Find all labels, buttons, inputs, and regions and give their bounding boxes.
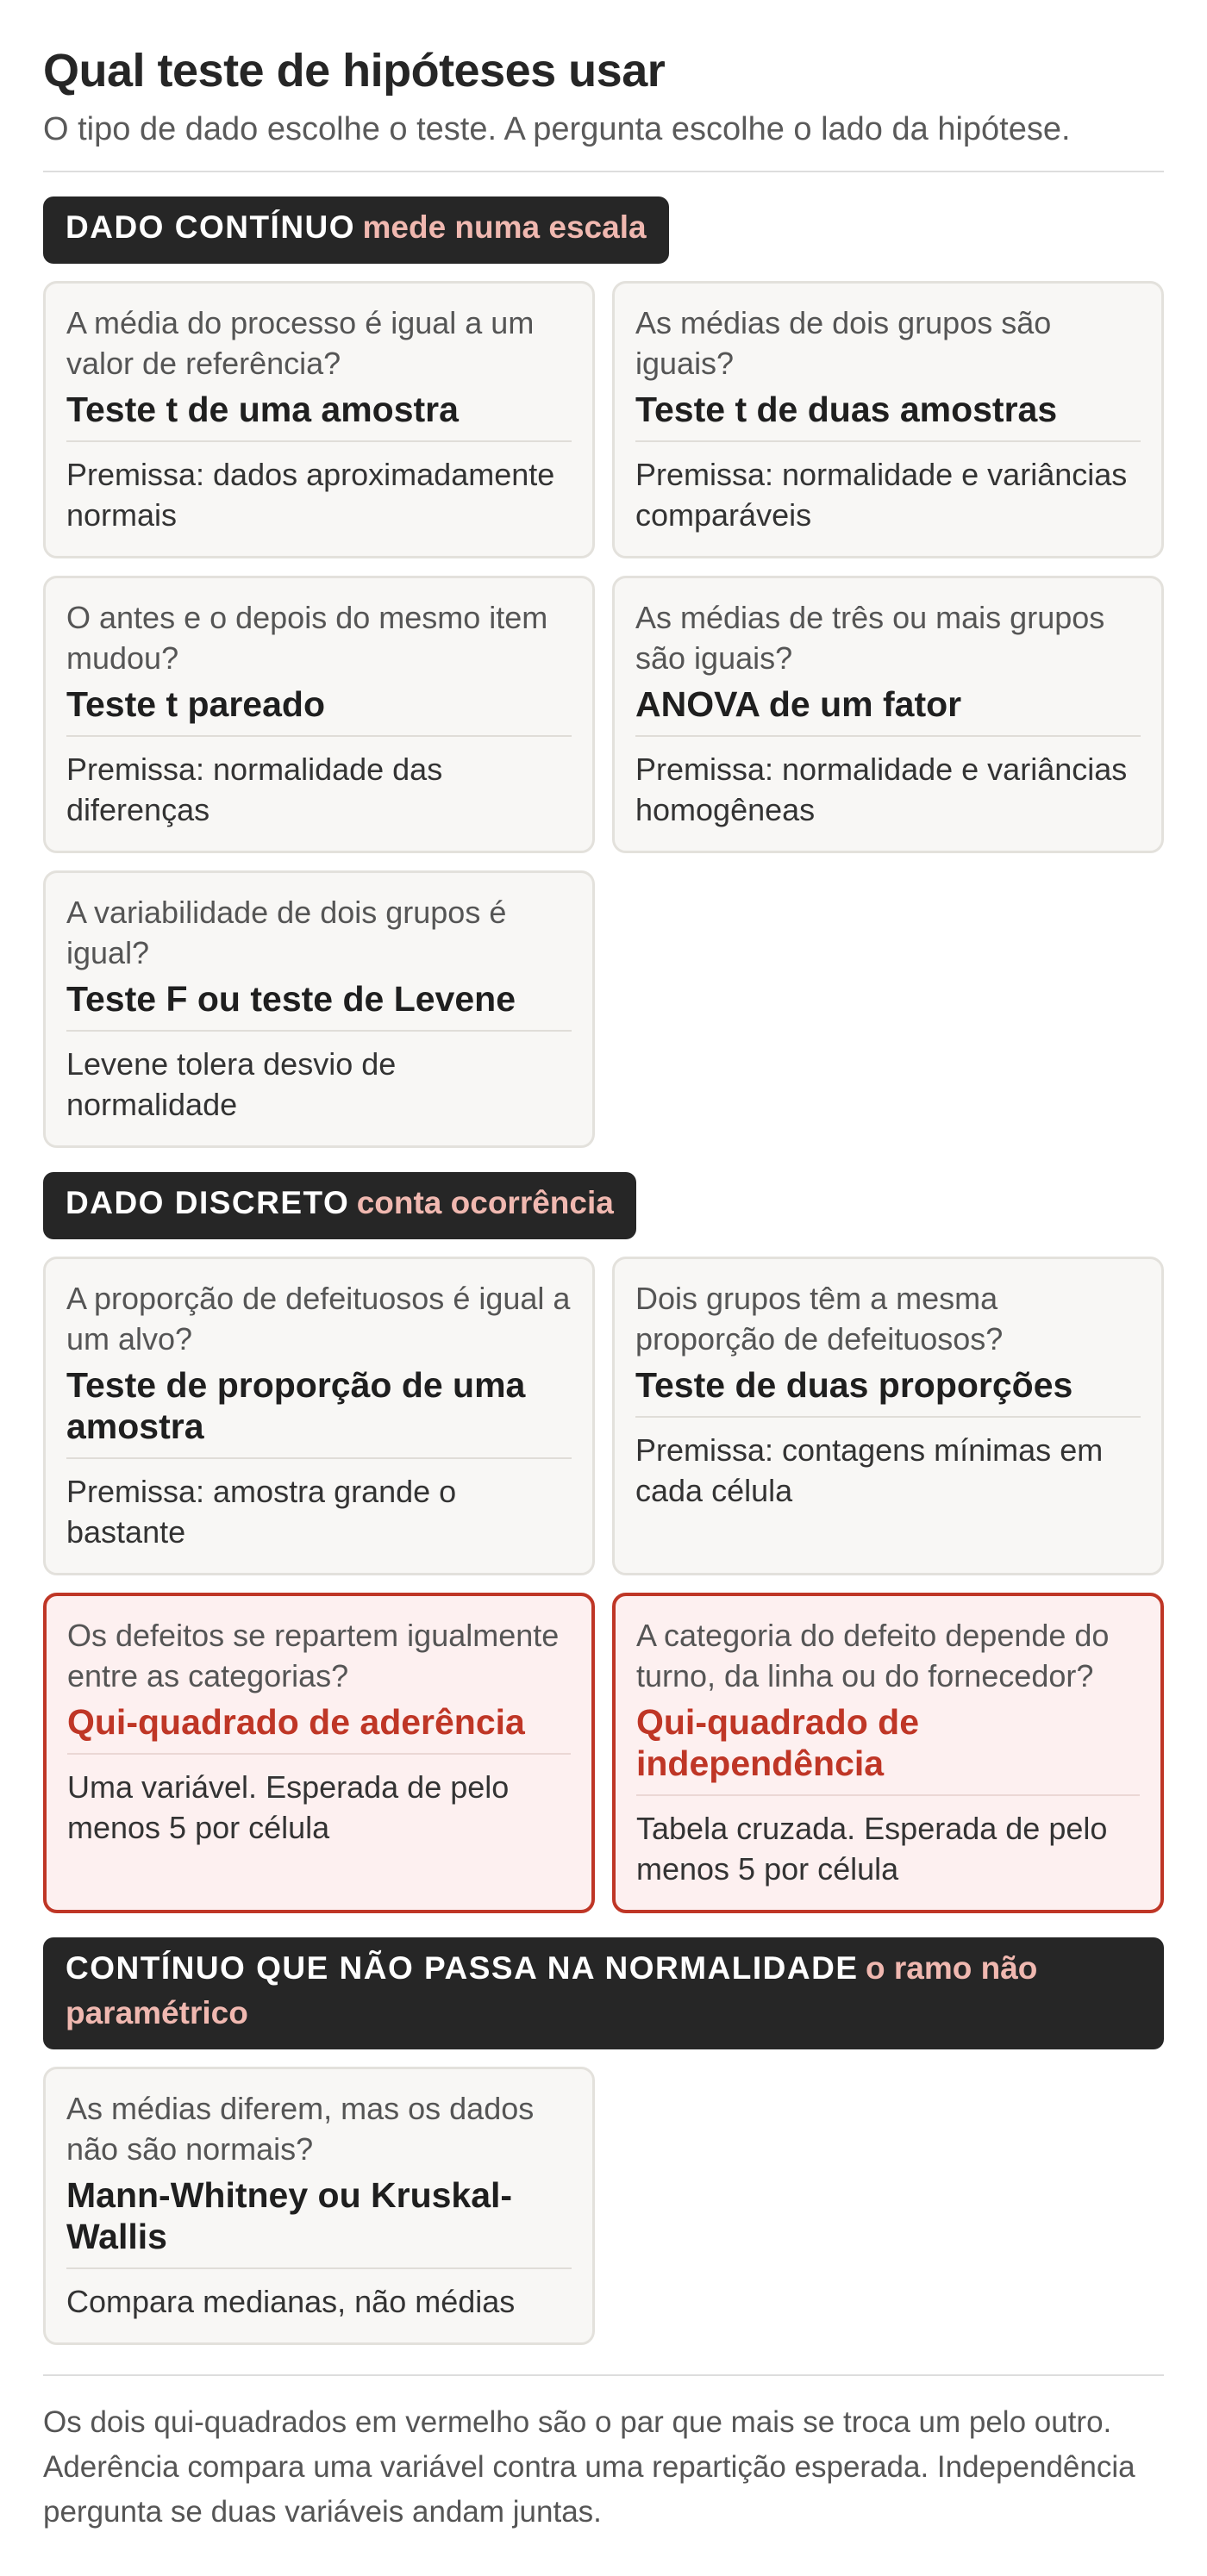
card-premise: Premissa: normalidade e variâncias comparáveis — [635, 457, 1128, 533]
divider — [43, 2374, 1164, 2376]
section-note: conta ocorrência — [356, 1185, 614, 1220]
card-question: A média do processo é igual a um valor de referência? — [66, 305, 535, 381]
card-question: As médias diferem, mas os dados não são normais? — [66, 2091, 535, 2167]
card-test-name: Teste F ou teste de Levene — [66, 978, 572, 1032]
card-premise: Premissa: contagens mínimas em cada célula — [635, 1432, 1104, 1508]
page-subtitle: O tipo de dado escolhe o teste. A pergunta escolhe o lado da hipótese. — [43, 111, 1071, 147]
card-premise: Premissa: amostra grande o bastante — [66, 1474, 457, 1550]
card-test-name: Qui-quadrado de aderência — [67, 1701, 571, 1755]
card-question: A categoria do defeito depende do turno, da linha ou do fornecedor? — [636, 1618, 1110, 1693]
test-card — [43, 576, 595, 853]
card-test-name: ANOVA de um fator — [635, 683, 1141, 737]
card-premise: Premissa: normalidade e variâncias homogêneas — [635, 752, 1128, 827]
card-test-name: Mann-Whitney ou Kruskal-Wallis — [66, 2174, 572, 2269]
card-premise: Compara medianas, não médias — [66, 2284, 516, 2319]
card-question: Dois grupos têm a mesma proporção de defeituosos? — [635, 1281, 1004, 1357]
card-question: As médias de dois grupos são iguais? — [635, 305, 1052, 381]
section-note: o ramo não paramétrico — [66, 1950, 1038, 2030]
card-grid-discrete — [43, 1257, 1164, 1913]
card-test-name: Teste t de duas amostras — [635, 389, 1141, 442]
card-test-name: Qui-quadrado de independência — [636, 1701, 1140, 1796]
test-card — [43, 870, 595, 1148]
card-premise: Premissa: normalidade das diferenças — [66, 752, 443, 827]
test-card-highlighted — [43, 1593, 595, 1913]
section-header-continuous — [43, 196, 669, 264]
section-header-discrete — [43, 1172, 636, 1239]
section-note: mede numa escala — [362, 209, 647, 245]
card-grid-nonparametric — [43, 2067, 1164, 2345]
card-test-name: Teste de duas proporções — [635, 1364, 1141, 1418]
card-premise: Premissa: dados aproximadamente normais — [66, 457, 555, 533]
card-question: A proporção de defeituosos é igual a um alvo? — [66, 1281, 571, 1357]
section-label: DADO DISCRETO — [66, 1185, 350, 1220]
divider — [43, 171, 1164, 172]
test-card — [612, 576, 1164, 853]
card-question: Os defeitos se repartem igualmente entre as categorias? — [67, 1618, 560, 1693]
page-title: Qual teste de hipóteses usar — [43, 45, 666, 97]
card-question: As médias de três ou mais grupos são iguais? — [635, 600, 1105, 676]
card-premise: Levene tolera desvio de normalidade — [66, 1046, 397, 1122]
section-header-nonparametric — [43, 1937, 1164, 2049]
card-grid-continuous — [43, 281, 1164, 1148]
card-question: O antes e o depois do mesmo item mudou? — [66, 600, 548, 676]
test-card — [612, 1257, 1164, 1575]
card-test-name: Teste t pareado — [66, 683, 572, 737]
card-test-name: Teste t de uma amostra — [66, 389, 572, 442]
test-card-highlighted — [612, 1593, 1164, 1913]
test-card — [43, 2067, 595, 2345]
test-card — [43, 281, 595, 558]
card-premise: Tabela cruzada. Esperada de pelo menos 5 por célula — [636, 1811, 1108, 1887]
card-question: A variabilidade de dois grupos é igual? — [66, 895, 507, 970]
section-label: DADO CONTÍNUO — [66, 209, 356, 245]
test-card — [612, 281, 1164, 558]
section-label: CONTÍNUO QUE NÃO PASSA NA NORMALIDADE — [66, 1950, 859, 1986]
card-test-name: Teste de proporção de uma amostra — [66, 1364, 572, 1459]
footer-note: Os dois qui-quadrados em vermelho são o par que mais se troca um pelo outro. Aderência compara uma variável contra uma repartição esperada. Independência pergunta se duas variáveis andam juntas. — [43, 2405, 1135, 2529]
test-card — [43, 1257, 595, 1575]
card-premise: Uma variável. Esperada de pelo menos 5 por célula — [67, 1769, 510, 1845]
